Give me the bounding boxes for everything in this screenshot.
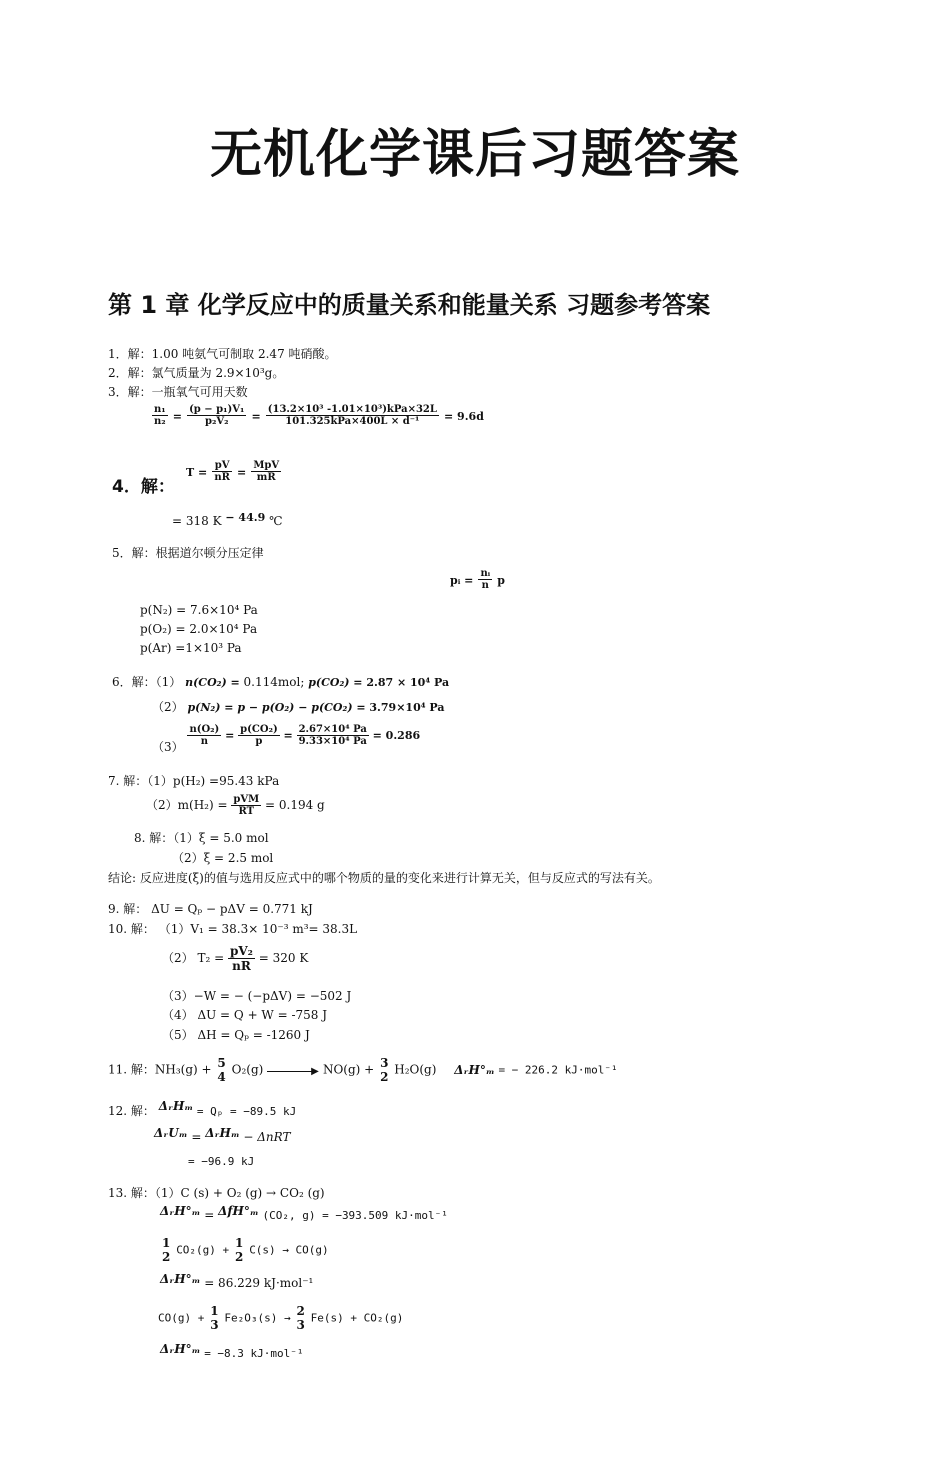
fraction: $\frac{\text{nᵢ}}{n}$ [480, 568, 491, 591]
answer-10-3: （3）−W = − (−pΔV) = −502 J [162, 989, 352, 1003]
answer-13-2: ΔᵣH°ₘ = ΔfH°ₘ (CO₂, g) = −393.509 kJ·mol⁻¹ [160, 1204, 448, 1222]
fraction: $\frac{\text{n(O₂)}}{n}$ [189, 724, 220, 747]
answer-6-3: （3） $\frac{\text{n(O₂)}}{n}$ = $\frac{\text{p(CO₂)}}{p}$ = $\frac{\text{2.67×10⁴ Pa}}{\text{9.33×10⁴ Pa}}$ = 0.286 [152, 724, 421, 754]
answer-12-3: = −96.9 kJ [188, 1155, 255, 1168]
answer-7-1: 7. 解：（1）p(H₂) =95.43 kPa [108, 774, 280, 788]
equation-3: $\frac{\text{n₁}}{\text{n₂}}$ = $\frac{\text{(p − p₁)V₁}}{\text{p₂V₂}}$ = $\frac{\text{(13.2×10³ -1.01×10³)kPa×32L}}{\text{101.325kPa×400L × d⁻¹}}$ = 9.6d [154, 404, 484, 427]
answer-8-2: （2）ξ = 2.5 mol [172, 851, 274, 865]
partial-pressure-ar: p(Ar) =1×10³ Pa [140, 641, 242, 655]
fraction: $\frac{\text{pVM}}{RT}$ [233, 794, 260, 817]
equation-4: T = $\frac{pV}{nR}$ = $\frac{\text{MpV}}{mR}$ [186, 460, 280, 483]
reaction-arrow: ▶ [267, 1063, 319, 1077]
answer-8-conclusion: 结论: 反应进度(ξ)的值与选用反应式中的哪个物质的量的变化来进行计算无关，但与反应式的写法有关。 [108, 871, 660, 885]
answer-8-1: 8. 解：（1）ξ = 5.0 mol [134, 831, 269, 845]
fraction: $\frac{\text{n₁}}{\text{n₂}}$ [154, 404, 166, 427]
page-title: 无机化学课后习题答案 [209, 125, 740, 185]
answer-13-5: CO(g) + 1 3 Fe₂O₃(s) → 2 3 Fe(s) + CO₂(g) [158, 1304, 404, 1332]
fraction: $\frac{\text{(p − p₁)V₁}}{\text{p₂V₂}}$ [189, 404, 245, 427]
answer-6-2: （2） p(N₂) = p − p(O₂) − p(CO₂) = 3.79×10⁴ Pa [152, 700, 445, 714]
answer-5: 5．解：根据道尔顿分压定律 [112, 546, 264, 560]
answer-10-5: （5） ΔH = Qₚ = -1260 J [162, 1028, 310, 1042]
fraction: 1 3 [210, 1304, 219, 1332]
answer-13-6: ΔᵣH°ₘ = −8.3 kJ·mol⁻¹ [160, 1342, 304, 1360]
equation-5: pᵢ = $\frac{\text{nᵢ}}{n}$ p [450, 568, 505, 591]
answer-13-4: ΔᵣH°ₘ = 86.229 kJ·mol⁻¹ [160, 1272, 314, 1290]
fraction: $\frac{\text{MpV}}{mR}$ [253, 460, 280, 483]
answer-4-label: 4．解： [112, 477, 175, 497]
answer-12-2: ΔᵣUₘ = ΔᵣHₘ − ΔnRT [154, 1126, 291, 1144]
answer-1: 1．解：1.00 吨氨气可制取 2.47 吨硝酸。 [108, 347, 337, 361]
answer-7-2: （2）m(H₂) = $\frac{\text{pVM}}{RT}$ = 0.194 g [146, 794, 325, 817]
fraction: $\frac{pV}{nR}$ [214, 460, 230, 483]
answer-6-1: 6．解：（1） n(CO₂) = 0.114mol; p(CO₂) = 2.87 × 10⁴ Pa [112, 675, 450, 689]
fraction: $\frac{\text{p(CO₂)}}{p}$ [240, 724, 278, 747]
answer-11: 11. 解：NH₃(g) + 5 4 O₂(g) ▶ NO(g) + 3 2 H₂O(g) ΔᵣH°ₘ = − 226.2 kJ·mol⁻¹ [108, 1056, 618, 1084]
fraction: 5 4 [217, 1056, 226, 1084]
chapter-heading: 第 1 章 化学反应中的质量关系和能量关系 习题参考答案 [108, 291, 711, 319]
fraction: 3 2 [380, 1056, 389, 1084]
answer-10-4: （4） ΔU = Q + W = -758 J [162, 1008, 328, 1022]
fraction: $\frac{\text{2.67×10⁴ Pa}}{\text{9.33×10⁴ Pa}}$ [298, 724, 367, 747]
answer-3: 3．解：一瓶氧气可用天数 [108, 385, 248, 399]
answer-12-1: 12. 解： ΔᵣHₘ = Qₚ = −89.5 kJ [108, 1099, 297, 1118]
answer-13-1: 13. 解：（1）C (s) + O₂ (g) → CO₂ (g) [108, 1186, 325, 1200]
fraction: 2 3 [296, 1304, 305, 1332]
partial-pressure-n2: p(N₂) = 7.6×10⁴ Pa [140, 603, 258, 617]
fraction: $\frac{\text{(13.2×10³ -1.01×10³)kPa×32L}}{\text{101.325kPa×400L × d⁻¹}}$ [267, 404, 437, 427]
fraction: $\frac{\text{pV₂}}{nR}$ [229, 944, 253, 973]
fraction: 1 2 [235, 1236, 244, 1264]
answer-9: 9. 解： ΔU = Qₚ − pΔV = 0.771 kJ [108, 902, 313, 916]
fraction: 1 2 [162, 1236, 171, 1264]
answer-13-3: 1 2 CO₂(g) + 1 2 C(s) → CO(g) [162, 1236, 329, 1264]
partial-pressure-o2: p(O₂) = 2.0×10⁴ Pa [140, 622, 258, 636]
answer-2: 2．解：氯气质量为 2.9×10³g。 [108, 366, 285, 380]
answer-4-result: = 318 K − 44.9 ℃ [172, 511, 283, 528]
answer-10-2: （2） T₂ = $\frac{\text{pV₂}}{nR}$ = 320 K [162, 944, 309, 973]
answer-10-1: 10. 解： （1）V₁ = 38.3× 10⁻³ m³= 38.3L [108, 922, 358, 936]
